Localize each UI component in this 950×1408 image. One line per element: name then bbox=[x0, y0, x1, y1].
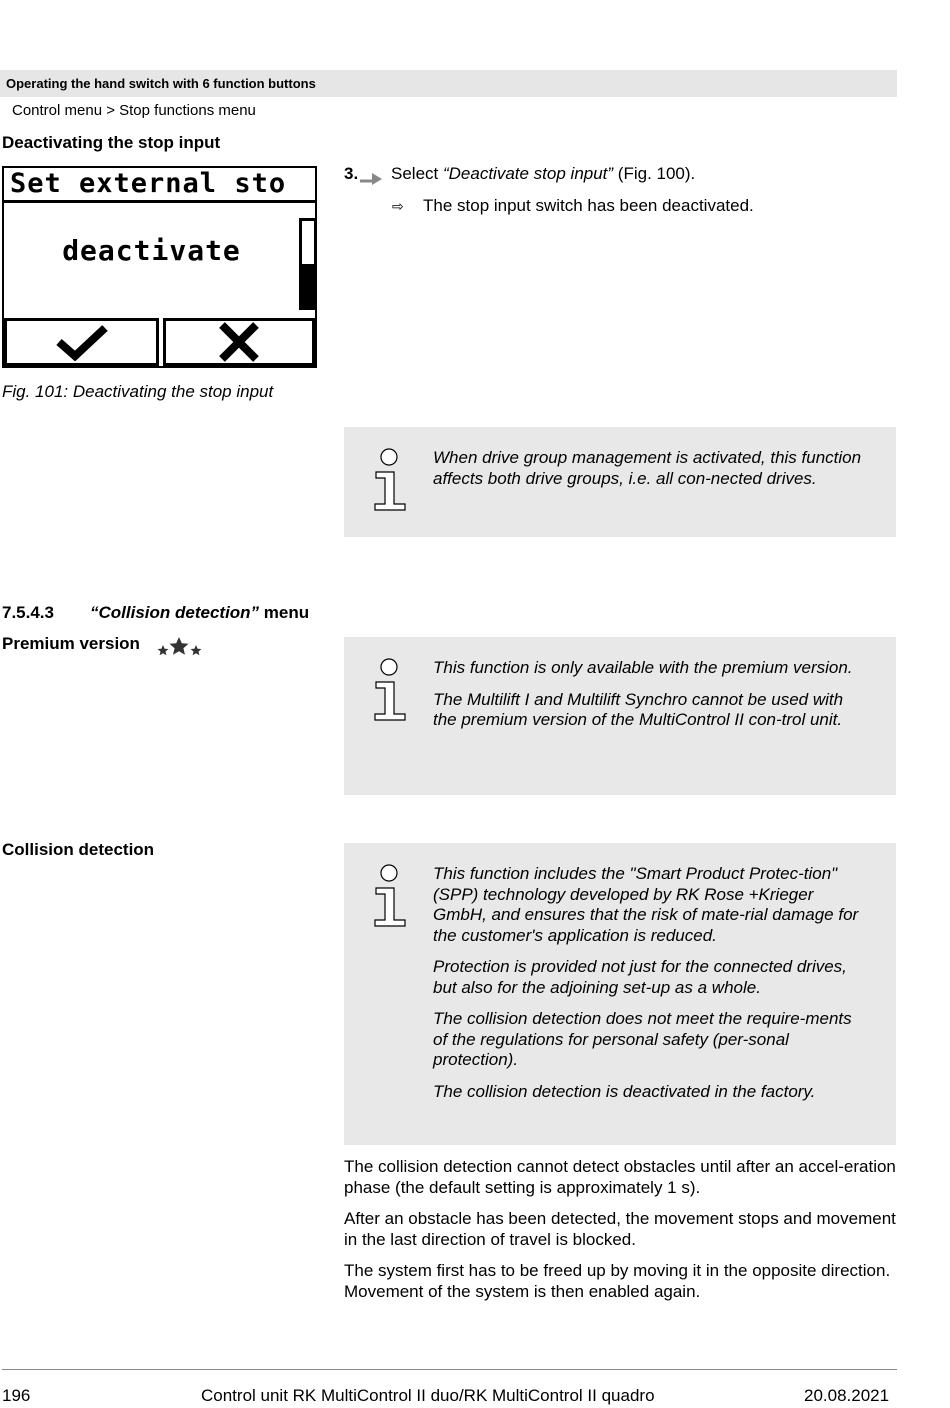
display-scrollbar bbox=[299, 218, 317, 310]
body-paragraph: The system first has to be freed up by moving it in the opposite direction. Movement of the system is then enabled again. bbox=[344, 1261, 891, 1301]
note-paragraph: Protection is provided not just for the connected drives, but also for the adjoining set-up as a whole. bbox=[433, 957, 847, 997]
premium-stars-icon bbox=[156, 636, 204, 656]
breadcrumb: Control menu > Stop functions menu bbox=[12, 102, 256, 119]
info-icon bbox=[372, 863, 408, 927]
note-paragraph: When drive group management is activated, this function affects both drive groups, i.e. all con-nected drives. bbox=[433, 448, 862, 488]
running-header: Operating the hand switch with 6 function buttons bbox=[0, 70, 897, 97]
x-icon bbox=[217, 322, 261, 362]
figure-caption: Fig. 101: Deactivating the stop input bbox=[2, 382, 274, 401]
step-text bbox=[391, 164, 695, 184]
stop-input-heading: Deactivating the stop input bbox=[2, 133, 221, 152]
footer-divider bbox=[2, 1369, 897, 1370]
document-date: 20.08.2021 bbox=[804, 1386, 890, 1405]
note-premium-only bbox=[344, 637, 896, 795]
display-scrollbar-fill bbox=[302, 264, 314, 307]
note-paragraph: The collision detection does not meet the require-ments of the regulations for personal safety (per-sonal protection). bbox=[433, 1009, 852, 1069]
section-number: 7.5.4.3 bbox=[2, 603, 54, 622]
premium-label: Premium version bbox=[2, 634, 140, 653]
note-collision-detection bbox=[344, 843, 896, 1145]
step-arrow-icon bbox=[360, 170, 382, 186]
check-icon bbox=[55, 323, 109, 361]
display-cancel-button bbox=[163, 318, 315, 366]
display-value: deactivate bbox=[62, 234, 241, 267]
info-icon bbox=[372, 657, 408, 721]
step-suffix: (Fig. 100). bbox=[613, 164, 696, 183]
step-result: The stop input switch has been deactivated. bbox=[423, 196, 754, 215]
document-title: Control unit RK MultiControl II duo/RK MultiControl II quadro bbox=[201, 1386, 655, 1405]
display-screenshot bbox=[2, 166, 317, 368]
body-paragraph: The collision detection cannot detect obstacles until after an accel-eration phase (the default setting is approximately 1 s). bbox=[344, 1157, 896, 1197]
result-arrow-icon: ⇨ bbox=[392, 198, 404, 214]
note-paragraph: The Multilift I and Multilift Synchro cannot be used with the premium version of the MultiControl II con-trol unit. bbox=[433, 689, 844, 729]
note-drive-groups bbox=[344, 427, 896, 537]
note-paragraph: The collision detection is deactivated in the factory. bbox=[433, 1081, 816, 1101]
display-confirm-button bbox=[4, 318, 159, 366]
page-number: 196 bbox=[2, 1386, 31, 1405]
step-target: “Deactivate stop input” bbox=[442, 164, 614, 183]
display-title: Set external sto bbox=[4, 168, 315, 203]
step-number: 3. bbox=[344, 164, 359, 183]
step-prefix: Select bbox=[391, 164, 443, 183]
body-paragraph: After an obstacle has been detected, the movement stops and movement in the last direction of travel is blocked. bbox=[344, 1209, 896, 1249]
collision-subheading: Collision detection bbox=[2, 840, 155, 859]
info-icon bbox=[372, 447, 408, 511]
note-paragraph: This function includes the "Smart Product Protec-tion" (SPP) technology developed by RK Rose +Krieger GmbH, and ensures that the risk of mate-rial damage for the customer's application is reduced. bbox=[433, 864, 859, 945]
note-paragraph: This function is only available with the premium version. bbox=[433, 658, 853, 677]
section-title: “Collision detection” menu bbox=[90, 603, 310, 622]
